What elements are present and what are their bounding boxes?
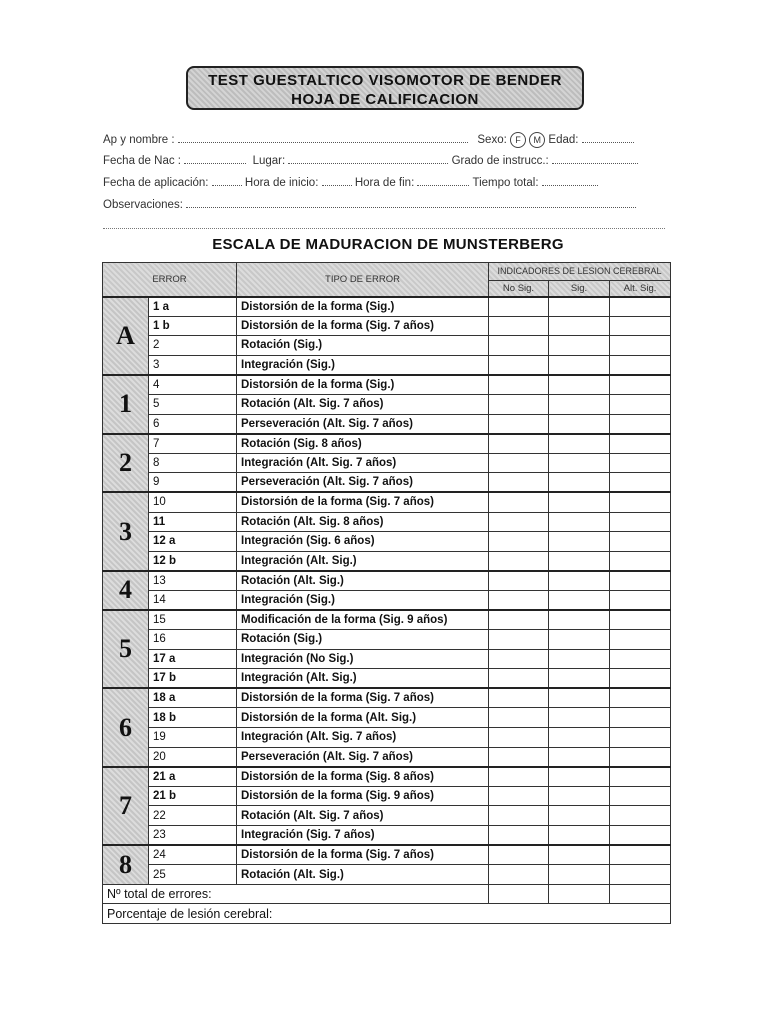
name-line xyxy=(103,132,665,148)
no-sig-cell[interactable] xyxy=(489,414,549,434)
form-subtitle: HOJA DE CALIFICACION xyxy=(291,91,479,108)
table-row xyxy=(103,492,671,512)
error-number: 12 b xyxy=(149,551,237,571)
error-number: 11 xyxy=(149,512,237,532)
error-number: 24 xyxy=(149,845,237,865)
end-field[interactable] xyxy=(417,176,469,186)
sig-cell[interactable] xyxy=(549,316,610,336)
instruction-field[interactable] xyxy=(552,154,638,164)
alt-sig-cell[interactable] xyxy=(610,688,671,708)
table-row xyxy=(103,708,671,728)
alt-sig-cell[interactable] xyxy=(610,336,671,356)
table-row xyxy=(103,669,671,689)
no-sig-cell[interactable] xyxy=(489,845,549,865)
no-sig-cell[interactable] xyxy=(489,394,549,414)
error-type: Rotación (Alt. Sig.) xyxy=(237,571,489,591)
observations-label: Observaciones: xyxy=(103,199,183,211)
alt-sig-cell[interactable] xyxy=(610,414,671,434)
table-row xyxy=(103,806,671,826)
no-sig-cell[interactable] xyxy=(489,492,549,512)
start-label: Hora de inicio: xyxy=(244,177,319,189)
table-row xyxy=(103,375,671,395)
error-number: 7 xyxy=(149,434,237,454)
alt-sig-cell[interactable] xyxy=(610,590,671,610)
error-type: Rotación (Alt. Sig. 8 años) xyxy=(237,512,489,532)
error-type: Distorsión de la forma (Sig. 7 años) xyxy=(237,492,489,512)
group-label: 3 xyxy=(103,492,149,570)
sig-cell[interactable] xyxy=(549,453,610,473)
header-type: TIPO DE ERROR xyxy=(237,263,489,297)
scale-title: ESCALA DE MADURACION DE MUNSTERBERG xyxy=(212,236,564,253)
alt-sig-cell[interactable] xyxy=(610,492,671,512)
error-type: Distorsión de la forma (Sig. 8 años) xyxy=(237,767,489,787)
no-sig-cell[interactable] xyxy=(489,551,549,571)
birth-line xyxy=(103,154,665,167)
name-field[interactable] xyxy=(178,133,468,143)
no-sig-cell[interactable] xyxy=(489,571,549,591)
error-type: Perseveración (Alt. Sig. 7 años) xyxy=(237,747,489,767)
table-row xyxy=(103,532,671,552)
error-number: 21 a xyxy=(149,767,237,787)
error-number: 2 xyxy=(149,336,237,356)
no-sig-cell[interactable] xyxy=(489,532,549,552)
error-type: Distorsión de la forma (Sig.) xyxy=(237,297,489,317)
alt-sig-cell[interactable] xyxy=(610,375,671,395)
error-type: Integración (Alt. Sig. 7 años) xyxy=(237,453,489,473)
table-row xyxy=(103,316,671,336)
alt-sig-cell[interactable] xyxy=(610,532,671,552)
alt-sig-cell[interactable] xyxy=(610,826,671,846)
total-errors-label: Nº total de errores: xyxy=(103,884,489,904)
sig-cell[interactable] xyxy=(549,826,610,846)
sig-cell[interactable] xyxy=(549,394,610,414)
error-type: Distorsión de la forma (Sig.) xyxy=(237,375,489,395)
error-number: 18 a xyxy=(149,688,237,708)
no-sig-cell[interactable] xyxy=(489,590,549,610)
header-indicators: INDICADORES DE LESION CEREBRAL xyxy=(489,263,671,281)
table-row xyxy=(103,610,671,630)
table-row xyxy=(103,571,671,591)
alt-sig-cell[interactable] xyxy=(610,551,671,571)
no-sig-cell[interactable] xyxy=(489,767,549,787)
end-label: Hora de fin: xyxy=(354,177,415,189)
sig-cell[interactable] xyxy=(549,414,610,434)
error-number: 8 xyxy=(149,453,237,473)
error-type: Integración (Alt. Sig.) xyxy=(237,551,489,571)
no-sig-cell[interactable] xyxy=(489,630,549,650)
header-no-sig: No Sig. xyxy=(489,281,549,297)
error-number: 3 xyxy=(149,355,237,375)
error-number: 14 xyxy=(149,590,237,610)
table-row xyxy=(103,355,671,375)
no-sig-cell[interactable] xyxy=(489,728,549,748)
alt-sig-cell[interactable] xyxy=(610,512,671,532)
group-label: A xyxy=(103,297,149,375)
no-sig-cell[interactable] xyxy=(489,297,549,317)
scoring-table xyxy=(102,262,671,924)
alt-sig-cell[interactable] xyxy=(610,297,671,317)
sig-cell[interactable] xyxy=(549,532,610,552)
error-type: Perseveración (Alt. Sig. 7 años) xyxy=(237,473,489,493)
error-type: Rotación (Alt. Sig. 7 años) xyxy=(237,394,489,414)
table-row xyxy=(103,728,671,748)
no-sig-cell[interactable] xyxy=(489,688,549,708)
sig-cell[interactable] xyxy=(549,571,610,591)
no-sig-cell[interactable] xyxy=(489,316,549,336)
sex-m-option[interactable]: M xyxy=(529,132,545,148)
alt-sig-cell[interactable] xyxy=(610,316,671,336)
table-row xyxy=(103,336,671,356)
table-row xyxy=(103,434,671,454)
sig-cell[interactable] xyxy=(549,708,610,728)
no-sig-cell[interactable] xyxy=(489,375,549,395)
error-type: Integración (Sig. 7 años) xyxy=(237,826,489,846)
time-line xyxy=(103,176,665,189)
table-row xyxy=(103,767,671,787)
error-number: 9 xyxy=(149,473,237,493)
place-label: Lugar: xyxy=(252,155,286,167)
error-number: 15 xyxy=(149,610,237,630)
error-type: Integración (Sig.) xyxy=(237,590,489,610)
table-row xyxy=(103,590,671,610)
alt-sig-cell[interactable] xyxy=(610,434,671,454)
no-sig-cell[interactable] xyxy=(489,453,549,473)
observations-field[interactable] xyxy=(186,198,636,208)
error-number: 18 b xyxy=(149,708,237,728)
table-row xyxy=(103,865,671,885)
table-row xyxy=(103,649,671,669)
no-sig-cell[interactable] xyxy=(489,473,549,493)
alt-sig-cell[interactable] xyxy=(610,394,671,414)
table-row xyxy=(103,297,671,317)
error-type: Integración (No Sig.) xyxy=(237,649,489,669)
sig-cell[interactable] xyxy=(549,590,610,610)
no-sig-cell[interactable] xyxy=(489,708,549,728)
error-number: 5 xyxy=(149,394,237,414)
error-number: 19 xyxy=(149,728,237,748)
alt-sig-cell[interactable] xyxy=(610,728,671,748)
error-number: 23 xyxy=(149,826,237,846)
group-label: 7 xyxy=(103,767,149,845)
error-number: 25 xyxy=(149,865,237,885)
no-sig-cell[interactable] xyxy=(489,336,549,356)
alt-sig-cell[interactable] xyxy=(610,669,671,689)
no-sig-cell[interactable] xyxy=(489,806,549,826)
alt-sig-cell[interactable] xyxy=(610,747,671,767)
start-field[interactable] xyxy=(322,176,352,186)
sig-cell[interactable] xyxy=(549,512,610,532)
sex-f-option[interactable]: F xyxy=(510,132,526,148)
sig-cell[interactable] xyxy=(549,630,610,650)
alt-sig-cell[interactable] xyxy=(610,630,671,650)
sig-cell[interactable] xyxy=(549,610,610,630)
no-sig-cell[interactable] xyxy=(489,610,549,630)
error-number: 12 a xyxy=(149,532,237,552)
group-label: 6 xyxy=(103,688,149,766)
group-label: 8 xyxy=(103,845,149,884)
sig-cell[interactable] xyxy=(549,865,610,885)
alt-sig-cell[interactable] xyxy=(610,786,671,806)
form-title-box xyxy=(186,66,584,110)
table-row xyxy=(103,845,671,865)
lesion-percent-label: Porcentaje de lesión cerebral: xyxy=(103,904,671,924)
instruction-label: Grado de instrucc.: xyxy=(451,155,549,167)
table-row xyxy=(103,453,671,473)
alt-sig-cell[interactable] xyxy=(610,806,671,826)
error-type: Rotación (Sig.) xyxy=(237,630,489,650)
sig-cell[interactable] xyxy=(549,336,610,356)
header-sig: Sig. xyxy=(549,281,610,297)
table-row xyxy=(103,473,671,493)
error-type: Rotación (Sig. 8 años) xyxy=(237,434,489,454)
error-number: 6 xyxy=(149,414,237,434)
age-field[interactable] xyxy=(582,133,634,143)
sig-cell[interactable] xyxy=(549,806,610,826)
no-sig-cell[interactable] xyxy=(489,434,549,454)
error-type: Distorsión de la forma (Sig. 7 años) xyxy=(237,845,489,865)
error-type: Distorsión de la forma (Sig. 7 años) xyxy=(237,316,489,336)
alt-sig-cell[interactable] xyxy=(610,355,671,375)
sig-cell[interactable] xyxy=(549,747,610,767)
sig-cell[interactable] xyxy=(549,688,610,708)
alt-sig-cell[interactable] xyxy=(610,865,671,885)
alt-sig-cell[interactable] xyxy=(610,845,671,865)
observations-line xyxy=(103,198,665,211)
total-time-label: Tiempo total: xyxy=(472,177,539,189)
group-label: 2 xyxy=(103,434,149,493)
place-field[interactable] xyxy=(288,154,448,164)
error-type: Distorsión de la forma (Alt. Sig.) xyxy=(237,708,489,728)
alt-sig-cell[interactable] xyxy=(610,453,671,473)
error-number: 17 b xyxy=(149,669,237,689)
sig-cell[interactable] xyxy=(549,375,610,395)
table-row xyxy=(103,630,671,650)
alt-sig-cell[interactable] xyxy=(610,767,671,787)
total-sig-cell[interactable] xyxy=(549,884,610,904)
sex-label: Sexo: xyxy=(477,134,507,147)
total-alt-sig-cell[interactable] xyxy=(610,884,671,904)
apply-date-label: Fecha de aplicación: xyxy=(103,177,209,189)
alt-sig-cell[interactable] xyxy=(610,649,671,669)
birth-label: Fecha de Nac : xyxy=(103,155,181,167)
table-row xyxy=(103,688,671,708)
error-number: 13 xyxy=(149,571,237,591)
sig-cell[interactable] xyxy=(549,551,610,571)
error-number: 21 b xyxy=(149,786,237,806)
alt-sig-cell[interactable] xyxy=(610,610,671,630)
table-row xyxy=(103,394,671,414)
divider xyxy=(103,228,665,229)
sig-cell[interactable] xyxy=(549,767,610,787)
error-type: Rotación (Alt. Sig. 7 años) xyxy=(237,806,489,826)
no-sig-cell[interactable] xyxy=(489,355,549,375)
group-label: 1 xyxy=(103,375,149,434)
table-row xyxy=(103,786,671,806)
scoring-table-body xyxy=(103,297,671,885)
no-sig-cell[interactable] xyxy=(489,512,549,532)
total-no-sig-cell[interactable] xyxy=(489,884,549,904)
group-label: 4 xyxy=(103,571,149,610)
alt-sig-cell[interactable] xyxy=(610,571,671,591)
error-type: Integración (Alt. Sig. 7 años) xyxy=(237,728,489,748)
table-row xyxy=(103,512,671,532)
error-type: Distorsión de la forma (Sig. 7 años) xyxy=(237,688,489,708)
sig-cell[interactable] xyxy=(549,492,610,512)
birth-field[interactable] xyxy=(184,154,246,164)
sig-cell[interactable] xyxy=(549,649,610,669)
error-type: Integración (Sig.) xyxy=(237,355,489,375)
no-sig-cell[interactable] xyxy=(489,826,549,846)
error-number: 10 xyxy=(149,492,237,512)
table-row xyxy=(103,826,671,846)
error-type: Perseveración (Alt. Sig. 7 años) xyxy=(237,414,489,434)
table-row xyxy=(103,551,671,571)
error-number: 17 a xyxy=(149,649,237,669)
error-number: 4 xyxy=(149,375,237,395)
sig-cell[interactable] xyxy=(549,473,610,493)
error-type: Integración (Sig. 6 años) xyxy=(237,532,489,552)
error-number: 20 xyxy=(149,747,237,767)
sig-cell[interactable] xyxy=(549,355,610,375)
error-number: 1 b xyxy=(149,316,237,336)
alt-sig-cell[interactable] xyxy=(610,708,671,728)
error-type: Distorsión de la forma (Sig. 9 años) xyxy=(237,786,489,806)
age-label: Edad: xyxy=(548,134,579,147)
alt-sig-cell[interactable] xyxy=(610,473,671,493)
sig-cell[interactable] xyxy=(549,297,610,317)
no-sig-cell[interactable] xyxy=(489,786,549,806)
sig-cell[interactable] xyxy=(549,669,610,689)
error-type: Modificación de la forma (Sig. 9 años) xyxy=(237,610,489,630)
error-number: 16 xyxy=(149,630,237,650)
no-sig-cell[interactable] xyxy=(489,747,549,767)
form-title: TEST GUESTALTICO VISOMOTOR DE BENDER xyxy=(208,72,562,89)
error-type: Integración (Alt. Sig.) xyxy=(237,669,489,689)
sig-cell[interactable] xyxy=(549,434,610,454)
total-time-field[interactable] xyxy=(542,176,598,186)
error-number: 22 xyxy=(149,806,237,826)
table-row xyxy=(103,414,671,434)
table-row xyxy=(103,747,671,767)
error-number: 1 a xyxy=(149,297,237,317)
header-alt-sig: Alt. Sig. xyxy=(610,281,671,297)
error-type: Rotación (Alt. Sig.) xyxy=(237,865,489,885)
sig-cell[interactable] xyxy=(549,845,610,865)
sig-cell[interactable] xyxy=(549,728,610,748)
no-sig-cell[interactable] xyxy=(489,669,549,689)
name-label: Ap y nombre : xyxy=(103,134,175,147)
header-error: ERROR xyxy=(103,263,237,297)
sig-cell[interactable] xyxy=(549,786,610,806)
no-sig-cell[interactable] xyxy=(489,649,549,669)
no-sig-cell[interactable] xyxy=(489,865,549,885)
error-type: Rotación (Sig.) xyxy=(237,336,489,356)
apply-date-field[interactable] xyxy=(212,176,242,186)
group-label: 5 xyxy=(103,610,149,688)
